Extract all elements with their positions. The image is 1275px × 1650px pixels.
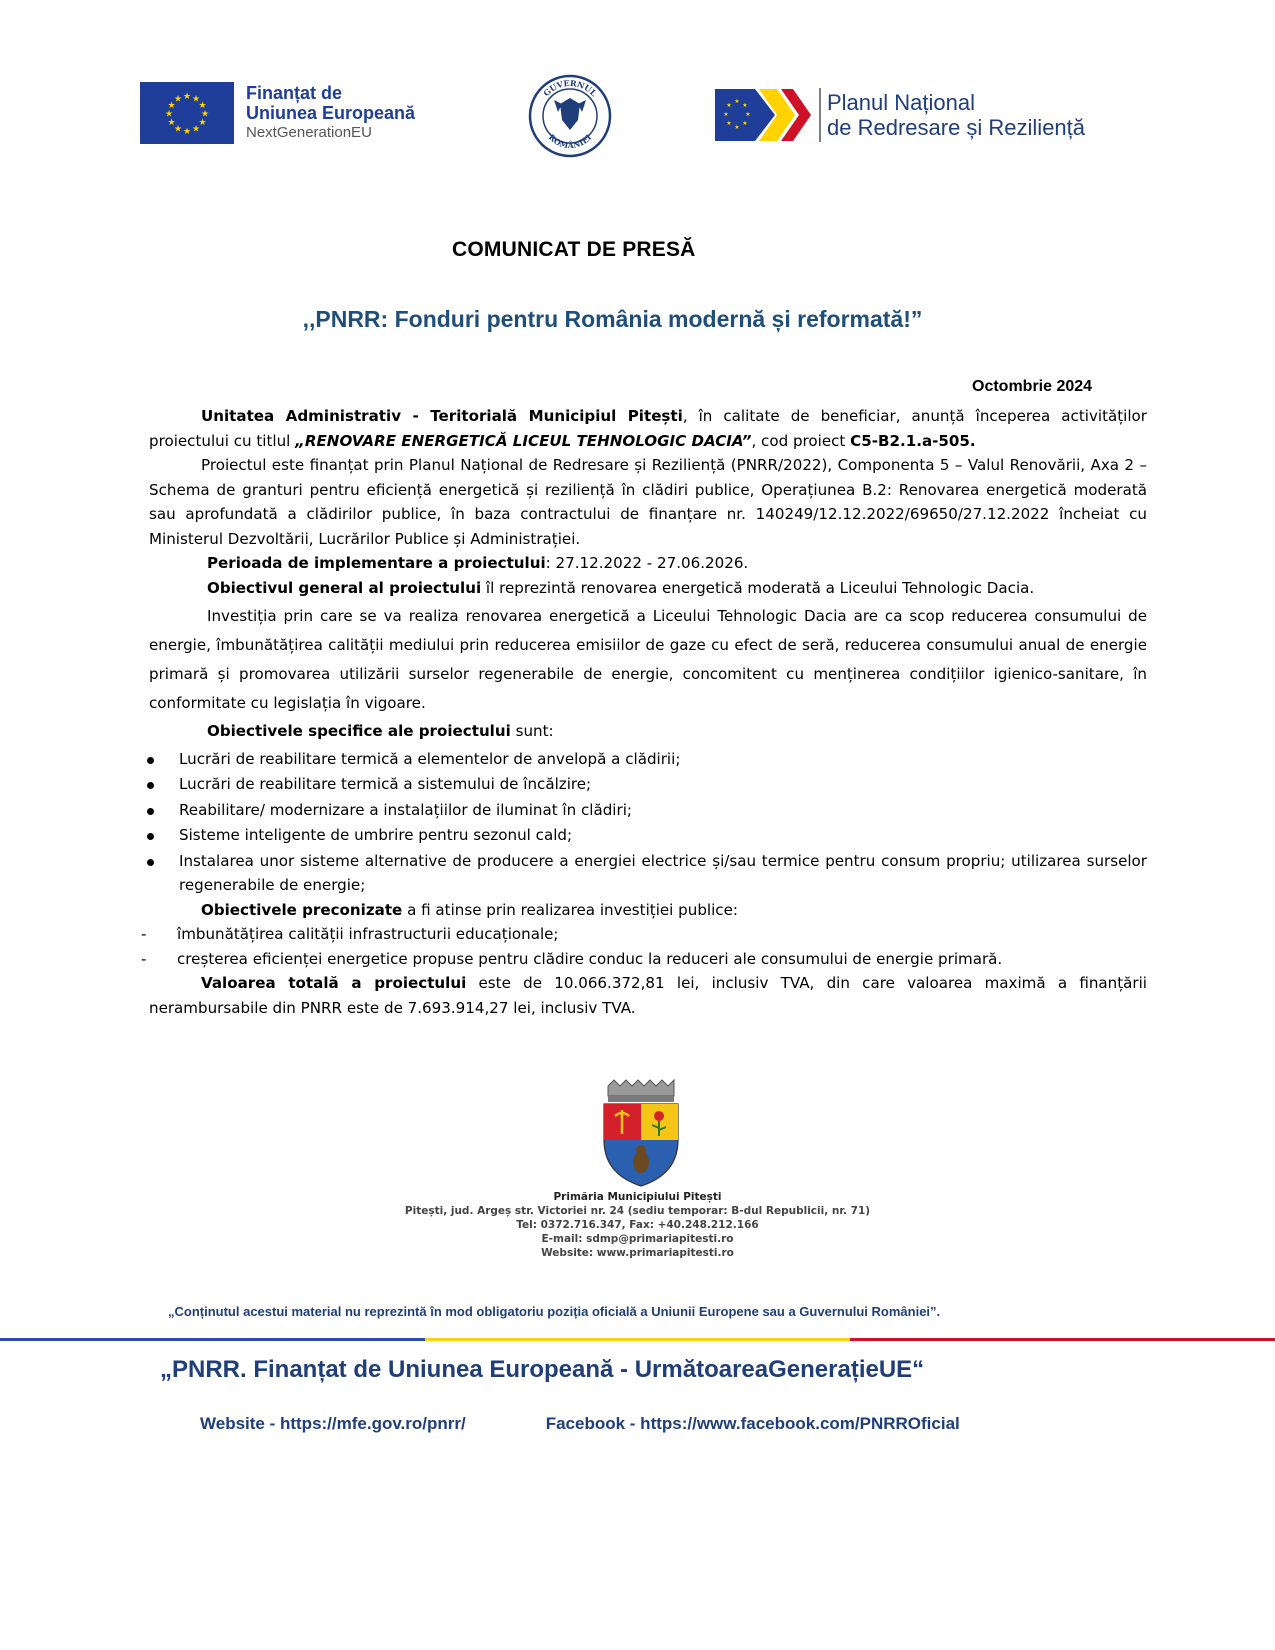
list-item [143, 823, 1147, 848]
pnrr-flag-arrow-icon [715, 89, 813, 141]
list-item [143, 772, 1147, 797]
svg-text:★: ★ [734, 98, 740, 105]
eu-logo-line3: NextGenerationEU [246, 124, 372, 141]
pitesti-coat-of-arms-icon [598, 1078, 684, 1188]
intro-text: , în calitate de beneficiar, anunță începerea activităților proiectului cu titlul [149, 407, 1147, 450]
beneficiary-name: Unitatea Administrativ - Teritorială Municipiul Pitești [201, 407, 683, 425]
period-value: : 27.12.2022 - 27.06.2026. [545, 554, 749, 572]
dash-marker: - [141, 949, 147, 968]
list-item [141, 947, 1147, 972]
list-item-text: Instalarea unor sisteme alternative de producere a energiei electrice și/sau termice pentru consum propriu; utilizarea surselor regenerabile de energie; [179, 851, 1147, 894]
footer-slogan: „PNRR. Finanțat de Uniunea Europeană - UrmătoareaGenerațieUE“ [160, 1356, 925, 1383]
tricolor-red [850, 1338, 1275, 1341]
list-item-text: îmbunătățirea calității infrastructurii educaționale; [177, 925, 559, 943]
dash-marker: - [141, 925, 147, 943]
footer-links [200, 1414, 960, 1434]
romanian-government-seal [528, 74, 612, 158]
bullet-icon [147, 808, 154, 815]
list-item [143, 798, 1147, 823]
bullet-icon [147, 782, 154, 789]
list-item-text: Lucrări de reabilitare termică a sistemului de încălzire; [179, 775, 592, 793]
total-value-text: este de 10.066.372,81 lei, inclusiv TVA, din care valoarea maximă a finanțării nerambursabile din PNRR este de 7.693.914,27 lei, inclusiv TVA. [149, 974, 1147, 1017]
project-code-label: , cod proiect [751, 431, 851, 450]
svg-text:★: ★ [182, 127, 192, 137]
svg-text:★: ★ [173, 124, 183, 135]
general-objective-label: Obiectivul general al proiectului [207, 578, 482, 597]
svg-text:★: ★ [734, 124, 740, 131]
bullet-icon [147, 833, 154, 840]
svg-text:★: ★ [742, 102, 748, 109]
eu-disclaimer: „Conținutul acestui material nu reprezintă în mod obligatoriu poziția oficială a Uniunii Europene sau a Guvernului României”. [168, 1304, 941, 1319]
paragraph-period [149, 551, 1147, 576]
paragraph-financing: Proiectul este finanțat prin Planul Național de Redresare și Reziliență (PNRR/2022), Componenta 5 – Valul Renovării, Axa 2 – Schema de granturi pentru eficiență energetică și reziliență în clădiri publice, Operațiunea B.2: Renovarea energetică moderată sau aprofundată a clădirilor publice, în baza contractului de finanțare nr. 140249/12.12.2022/69650/27.12.2022 încheiat cu Ministerul Dezvoltării, Lucrărilor Publice și Administrației. [149, 456, 1147, 548]
press-release-body [141, 404, 1147, 1020]
svg-text:★: ★ [742, 120, 748, 127]
eu-logo-line2: Uniunea Europeană [246, 103, 416, 123]
svg-text:ROMÂNIEI: ROMÂNIEI [546, 132, 594, 151]
svg-text:★: ★ [167, 118, 176, 128]
svg-text:★: ★ [191, 94, 201, 105]
eu-logo-line1: Finanțat de [246, 83, 343, 103]
bullet-icon [147, 757, 154, 764]
eu-flag-icon [140, 82, 234, 144]
svg-text:GUVERNUL: GUVERNUL [541, 77, 599, 99]
paragraph-specific-objectives [149, 719, 1147, 744]
svg-text:★: ★ [723, 111, 729, 118]
list-item [143, 747, 1147, 772]
bullet-icon [147, 859, 154, 866]
list-item [141, 922, 1147, 947]
expected-objectives-label: Obiectivele preconizate [201, 900, 403, 919]
list-item-text: Lucrări de reabilitare termică a elementelor de anvelopă a clădirii; [179, 749, 681, 768]
svg-text:★: ★ [173, 94, 183, 105]
contact-address: Pitești, jud. Argeș str. Victoriei nr. 24 (sediu temporar: B-dul Republicii, nr. 71) [404, 1205, 871, 1217]
general-objective-text: îl reprezintă renovarea energetică moderată a Liceului Tehnologic Dacia. [481, 578, 1035, 597]
contact-email[interactable]: E-mail: sdmp@primariapitesti.ro [541, 1233, 734, 1245]
svg-text:★: ★ [164, 109, 174, 120]
release-date: Octombrie 2024 [972, 378, 1093, 395]
svg-text:★: ★ [167, 101, 176, 111]
contact-title: Primăria Municipiului Pitești [553, 1191, 722, 1203]
specific-objectives-list [143, 747, 1147, 898]
svg-text:★: ★ [745, 111, 751, 118]
contact-block [0, 1190, 1275, 1260]
period-label: Perioada de implementare a proiectului [207, 554, 546, 572]
svg-text:★: ★ [198, 118, 207, 128]
romanian-tricolor-line [0, 1338, 1275, 1341]
specific-objectives-label: Obiectivele specifice ale proiectului [207, 722, 511, 740]
pnrr-logo [715, 88, 1085, 142]
eu-funding-logo [140, 82, 415, 144]
tricolor-yellow [425, 1338, 850, 1341]
paragraph-total-value [149, 971, 1147, 1020]
list-item [143, 849, 1147, 898]
tricolor-blue [0, 1338, 425, 1341]
specific-objectives-suffix: sunt: [510, 722, 554, 740]
project-title: „RENOVARE ENERGETICĂ LICEUL TEHNOLOGIC DACIA” [295, 431, 752, 450]
svg-text:★: ★ [200, 109, 210, 120]
paragraph-intro [149, 404, 1147, 453]
svg-text:★: ★ [182, 92, 192, 102]
contact-website[interactable]: Website: www.primariapitesti.ro [541, 1247, 734, 1259]
svg-text:★: ★ [726, 102, 732, 109]
svg-text:★: ★ [726, 120, 732, 127]
paragraph-investment: Investiția prin care se va realiza renovarea energetică a Liceului Tehnologic Dacia are ca scop reducerea consumului de energie, îmbunătățirea calității mediului prin reducerea emisiilor de gaze cu efect de seră, reducerea consumului anual de energie primară și promovarea utilizării surselor regenerabile de energie, concomitent cu menținerea condițiilor igienico-sanitare, în conformitate cu legislația în vigoare. [149, 607, 1147, 712]
total-value-label: Valoarea totală a proiectului [201, 974, 467, 992]
footer-facebook-link[interactable]: Facebook - https://www.facebook.com/PNRROficial [545, 1414, 960, 1433]
contact-phone: Tel: 0372.716.347, Fax: +40.248.212.166 [516, 1219, 759, 1231]
list-item-text: Reabilitare/ modernizare a instalațiilor de iluminat în clădiri; [179, 800, 632, 819]
footer-website-link[interactable]: Website - https://mfe.gov.ro/pnrr/ [200, 1414, 466, 1433]
pnrr-logo-line1: Planul Național [827, 90, 975, 115]
list-item-text: creșterea eficienței energetice propuse pentru clădire conduc la reduceri ale consumului de energie primară. [177, 949, 1003, 968]
expected-objectives-suffix: a fi atinse prin realizarea investiției publice: [402, 900, 738, 919]
pnrr-divider [819, 88, 821, 142]
pnrr-logo-line2: de Redresare și Reziliență [827, 115, 1086, 140]
paragraph-expected-objectives [149, 898, 1147, 923]
page-title: COMUNICAT DE PRESĂ [452, 238, 696, 261]
slogan-text: ,,PNRR: Fonduri pentru România modernă și reformată!” [302, 306, 923, 332]
expected-objectives-list [141, 922, 1147, 971]
list-item-text: Sisteme inteligente de umbrire pentru sezonul cald; [179, 826, 573, 844]
svg-text:★: ★ [191, 124, 201, 135]
project-code: C5-B2.1.a-505. [850, 431, 976, 450]
svg-text:★: ★ [198, 101, 207, 111]
paragraph-general-objective [149, 576, 1147, 601]
pnrr-slogan-heading [0, 306, 1275, 333]
